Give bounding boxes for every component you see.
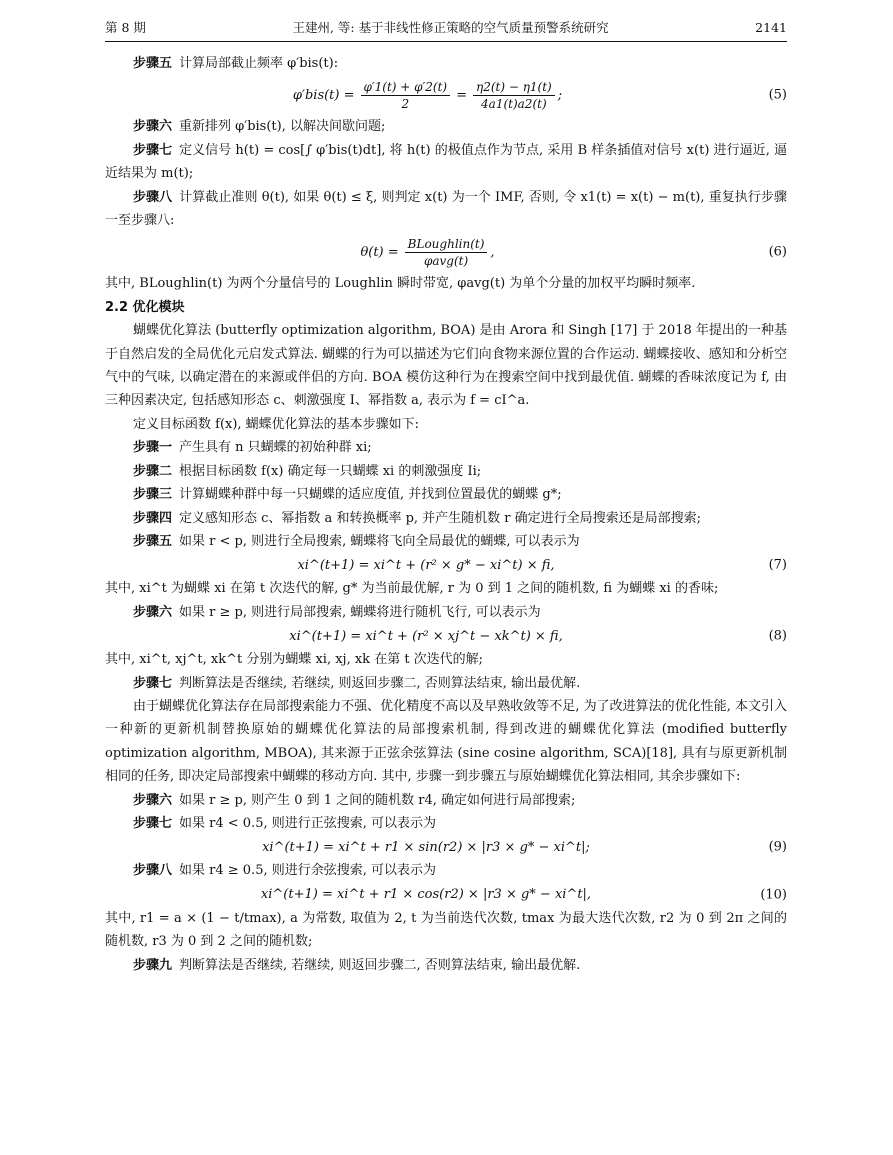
step-paragraph: [105, 789, 787, 812]
equation-9: [105, 835, 787, 859]
fraction-denominator: 4a1(t)a2(t): [481, 96, 547, 111]
equation-note: 其中, xi^t, xj^t, xk^t 分别为蝴蝶 xi, xj, xk 在第 t 次迭代的解;: [105, 652, 484, 668]
equation-note: 其中, r1 = a × (1 − t/tmax), a 为常数, 取值为 2, t 为当前迭代次数, tmax 为最大迭代次数, r2 为 0 到 2π 之间的随机数, r3 为 0 到 2 之间的随机数;: [105, 910, 787, 950]
step-text: 计算截止准则 θ(t), 如果 θ(t) ≤ ξ, 则判定 x(t) 为一个 IMF, 否则, 令 x1(t) = x(t) − m(t), 重复执行步骤一至步骤八:: [105, 189, 787, 229]
step-paragraph: [105, 483, 787, 506]
fraction-numerator: φ′1(t) + φ′2(t): [361, 79, 451, 96]
step-label: 步骤五: [133, 533, 173, 549]
equation-body: xi^(t+1) = xi^t + r1 × sin(r2) × |r3 × g* − xi^t|;: [262, 839, 590, 855]
equation-tail: ;: [557, 87, 563, 103]
step-label: 步骤五: [133, 56, 173, 71]
fraction-numerator: BLoughlin(t): [405, 236, 488, 253]
step-label: 步骤四: [133, 510, 173, 526]
step-label: 步骤八: [133, 863, 173, 879]
step-text: 如果 r < p, 则进行全局搜索, 蝴蝶将飞向全局最优的蝴蝶, 可以表示为: [179, 533, 580, 549]
step-paragraph: [105, 115, 787, 138]
fraction-numerator: η2(t) − η1(t): [473, 79, 555, 96]
page-number: 2141: [755, 20, 787, 35]
paper-page: [105, 18, 787, 977]
step-label: 步骤三: [133, 487, 173, 503]
equation-body: xi^(t+1) = xi^t + (r² × g* − xi^t) × fi,: [297, 557, 555, 573]
step-paragraph: [105, 601, 787, 624]
equation-note: 其中, xi^t 为蝴蝶 xi 在第 t 次迭代的解, g* 为当前最优解, r 为 0 到 1 之间的随机数, fi 为蝴蝶 xi 的香味;: [105, 581, 719, 597]
step-text: 根据目标函数 f(x) 确定每一只蝴蝶 xi 的刺激强度 Ii;: [179, 463, 482, 479]
step-label: 步骤七: [133, 142, 173, 158]
step-label: 步骤六: [133, 119, 173, 135]
equation-lhs: θ(t) =: [360, 244, 399, 260]
step-text: 计算蝴蝶种群中每一只蝴蝶的适应度值, 并找到位置最优的蝴蝶 g*;: [179, 487, 562, 503]
step-text: 定义信号 h(t) = cos[∫ φ′bis(t)dt], 将 h(t) 的极值点作为节点, 采用 B 样条插值对信号 x(t) 进行逼近, 逼近结果为 m(t);: [105, 142, 787, 182]
step-text: 判断算法是否继续, 若继续, 则返回步骤二, 否则算法结束, 输出最优解.: [179, 957, 581, 973]
equation-8: [105, 624, 787, 648]
step-paragraph: [105, 52, 787, 75]
equals-sign: =: [456, 87, 467, 103]
running-title: 王建州, 等: 基于非线性修正策略的空气质量预警系统研究: [292, 20, 609, 35]
step-paragraph: [105, 672, 787, 695]
equation-6: [105, 232, 787, 272]
equation-body: xi^(t+1) = xi^t + (r² × xj^t − xk^t) × fi,: [289, 628, 563, 644]
step-label: 步骤六: [133, 604, 173, 620]
step-text: 如果 r ≥ p, 则产生 0 到 1 之间的随机数 r4, 确定如何进行局部搜索;: [179, 792, 576, 808]
step-label: 步骤七: [133, 815, 173, 831]
fraction: [473, 79, 555, 112]
step-label: 步骤八: [133, 189, 173, 205]
step-label: 步骤九: [133, 957, 173, 973]
equation-body: xi^(t+1) = xi^t + r1 × cos(r2) × |r3 × g* − xi^t|,: [260, 887, 592, 903]
step-paragraph: [105, 530, 787, 553]
equation-number: (5): [768, 87, 787, 103]
step-paragraph: [105, 460, 787, 483]
step-label: 步骤六: [133, 792, 173, 808]
fraction-denominator: 2: [401, 96, 410, 111]
step-text: 如果 r4 < 0.5, 则进行正弦搜索, 可以表示为: [179, 815, 436, 831]
body-paragraph: 蝴蝶优化算法 (butterfly optimization algorithm, BOA) 是由 Arora 和 Singh [17] 于 2018 年提出的一种基于自然启发的全局优化元启发式算法. 蝴蝶的行为可以描述为它们向食物来源位置的合作运动. 蝴蝶接收、感知和分析空气中的气味, 以确定潜在的来源或伴侣的方向. BOA 模仿这种行为在搜索空间中找到最优值. 蝴蝶的香味浓度记为 f, 由三种因素决定, 包括感知形态 c、刺激强度 I、幂指数 a, 表示为 f = cI^a.: [105, 323, 787, 409]
step-text: 定义感知形态 c、幂指数 a 和转换概率 p, 并产生随机数 r 确定进行全局搜索还是局部搜索;: [179, 510, 702, 526]
step-paragraph: [105, 859, 787, 882]
step-text: 如果 r4 ≥ 0.5, 则进行余弦搜索, 可以表示为: [179, 863, 436, 879]
equation-number: (6): [768, 244, 787, 260]
step-text: 计算局部截止频率 φ′bis(t):: [179, 56, 339, 71]
equation-5: [105, 75, 787, 115]
step-text: 重新排列 φ′bis(t), 以解决间歇问题;: [179, 119, 386, 135]
step-label: 步骤七: [133, 675, 173, 691]
step-label: 步骤一: [133, 440, 173, 456]
step-paragraph: [105, 507, 787, 530]
body-paragraph: 定义目标函数 f(x), 蝴蝶优化算法的基本步骤如下:: [133, 416, 420, 432]
step-paragraph: [105, 139, 787, 186]
equation-7: [105, 553, 787, 577]
step-paragraph: [105, 186, 787, 233]
issue-label: 第 8 期: [105, 20, 146, 35]
body-paragraph: 由于蝴蝶优化算法存在局部搜索能力不强、优化精度不高以及早熟收敛等不足, 为了改进算法的优化性能, 本文引入一种新的更新机制替换原始的蝴蝶优化算法的局部搜索机制, 得到改进的蝴蝶优化算法 (modified butterfly optimization algorithm, MBOA), 其来源于正弦余弦算法 (sine cosine algorithm, SCA)[18], 具有与原更新机制相同的任务, 即决定局部搜索中蝴蝶的移动方向. 其中, 步骤一到步骤五与原始蝴蝶优化算法相同, 其余步骤如下:: [105, 698, 787, 785]
equation-10: [105, 883, 787, 907]
step-label: 步骤二: [133, 463, 173, 479]
fraction: [405, 236, 488, 269]
equation-number: (9): [768, 839, 787, 855]
fraction: [361, 79, 451, 112]
step-text: 判断算法是否继续, 若继续, 则返回步骤二, 否则算法结束, 输出最优解.: [179, 675, 581, 691]
section-heading: 2.2 优化模块: [105, 299, 185, 315]
step-text: 产生具有 n 只蝴蝶的初始种群 xi;: [179, 440, 372, 456]
equation-lhs: φ′bis(t) =: [292, 87, 355, 103]
running-header: [105, 18, 787, 42]
step-paragraph: [105, 954, 787, 977]
equation-number: (10): [760, 887, 787, 903]
step-text: 如果 r ≥ p, 则进行局部搜索, 蝴蝶将进行随机飞行, 可以表示为: [179, 604, 541, 620]
equation-number: (7): [768, 557, 787, 573]
step-paragraph: [105, 436, 787, 459]
step-paragraph: [105, 812, 787, 835]
equation-number: (8): [768, 628, 787, 644]
fraction-denominator: φavg(t): [423, 253, 469, 268]
equation-note: 其中, BLoughlin(t) 为两个分量信号的 Loughlin 瞬时带宽, φavg(t) 为单个分量的加权平均瞬时频率.: [105, 276, 696, 292]
equation-tail: ,: [490, 244, 495, 260]
